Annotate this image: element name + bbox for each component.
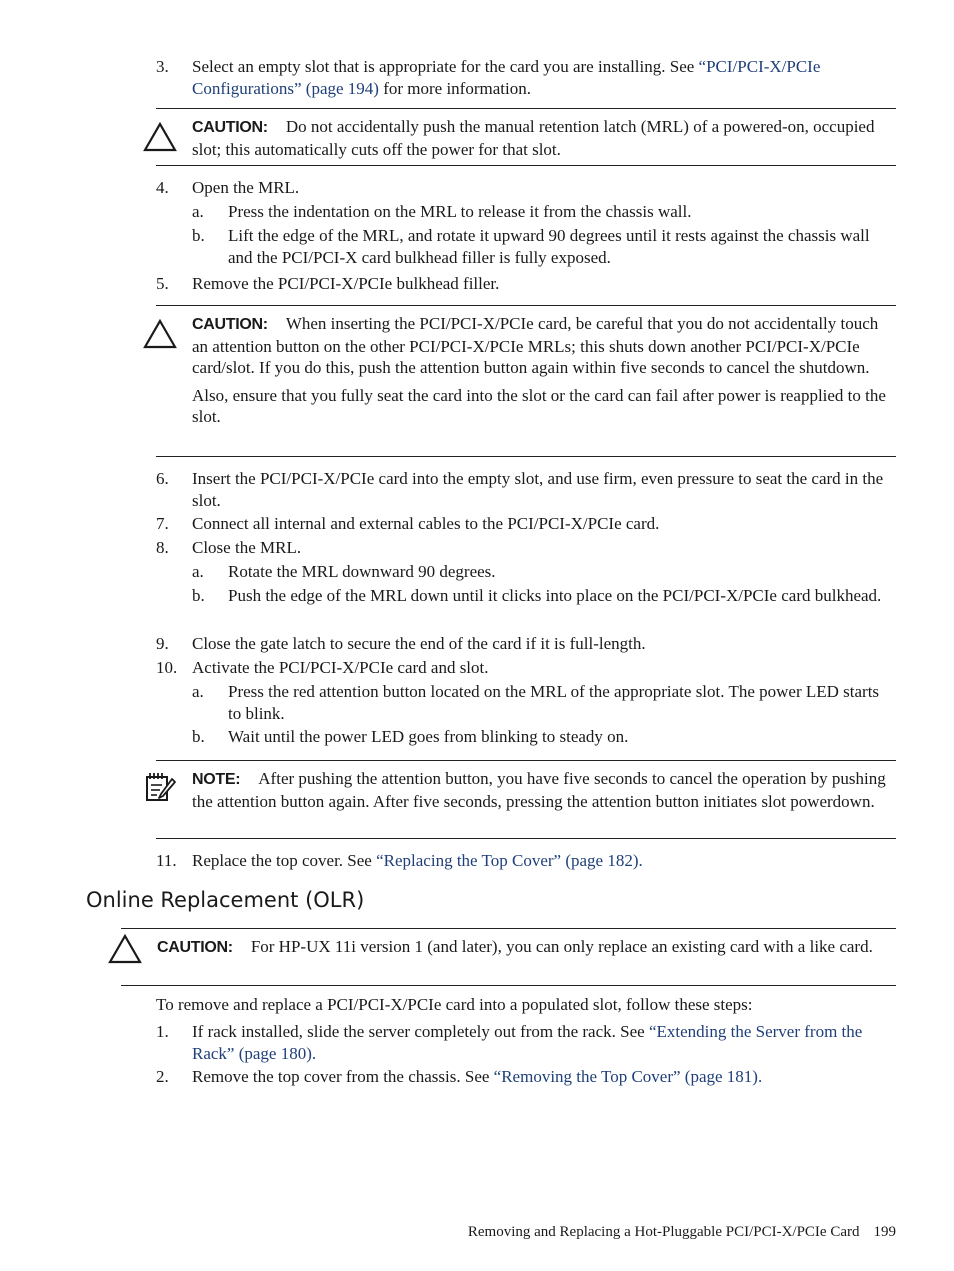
rule-top [156, 760, 896, 761]
step-text: Open the MRL. [192, 178, 300, 197]
step-3 [156, 56, 896, 99]
step-number: 11. [156, 851, 177, 870]
step-text: Insert the PCI/PCI-X/PCIe card into the empty slot, and use firm, even pressure to seat the card in the slot. [192, 469, 884, 510]
step-4 [156, 177, 896, 199]
substep-letter: b. [192, 586, 205, 605]
section-heading: Online Replacement (OLR) [86, 888, 365, 912]
substep-text: Press the indentation on the MRL to release it from the chassis wall. [228, 202, 692, 221]
step-10 [156, 657, 896, 679]
step-text: Close the gate latch to secure the end of the card if it is full-length. [192, 634, 646, 653]
caution-label: CAUTION: [192, 119, 268, 136]
rule-bottom [156, 165, 896, 166]
rule-bottom [156, 456, 896, 457]
step-text [192, 1021, 896, 1064]
step-text [192, 56, 896, 99]
step-10b [192, 726, 896, 748]
substep-letter: a. [192, 562, 204, 581]
substep-letter: a. [192, 202, 204, 221]
step-8b [192, 585, 896, 607]
link-replacing-top-cover[interactable]: “Replacing the Top Cover” (page 182). [376, 851, 643, 870]
note-box [156, 760, 896, 839]
step-number: 3. [156, 57, 169, 76]
olr-step-2 [156, 1066, 896, 1088]
step-text [192, 1066, 896, 1088]
caution-para-2: Also, ensure that you fully seat the card into the slot or the card can fail after power is reapplied to the slot. [192, 385, 886, 426]
caution-body: For HP-UX 11i version 1 (and later), you can only replace an existing card with a like card. [250, 937, 873, 956]
step-9 [156, 633, 896, 655]
rule-bottom [156, 838, 896, 839]
note-text [192, 768, 896, 812]
rule-bottom [121, 985, 896, 986]
step-text [192, 850, 896, 872]
substep-text: Press the red attention button located on the MRL of the appropriate slot. The power LED starts to blink. [228, 682, 880, 723]
step-number: 5. [156, 274, 169, 293]
caution-box-3 [121, 928, 896, 986]
substep-letter: a. [192, 682, 204, 701]
caution-text [192, 313, 896, 428]
page-footer [468, 1222, 896, 1242]
caution-label: CAUTION: [157, 939, 233, 956]
link-extending-server[interactable]: “Extending the Server from the Rack” (page 180). [192, 1022, 863, 1063]
step-number: 10. [156, 658, 178, 677]
caution-text [192, 116, 896, 160]
caution-label: CAUTION: [192, 316, 268, 333]
caution-triangle-icon [108, 934, 142, 964]
link-pci-configurations[interactable]: “PCI/PCI-X/PCIe Configurations” (page 194) [192, 57, 821, 98]
substep-text: Lift the edge of the MRL, and rotate it upward 90 degrees until it rests against the chassis wall and the PCI/PCI-X card bulkhead filler is fully exposed. [228, 226, 870, 267]
step-text-main: Remove the top cover from the chassis. See [192, 1067, 494, 1086]
step-4a [192, 201, 896, 223]
olr-step-1 [156, 1021, 896, 1064]
caution-body: Do not accidentally push the manual retention latch (MRL) of a powered-on, occupied slot; this automatically cuts off the power for that slot. [192, 117, 875, 159]
step-6 [156, 468, 896, 511]
caution-box-2 [156, 305, 896, 457]
step-text: Remove the PCI/PCI-X/PCIe bulkhead filler. [192, 274, 500, 293]
step-text-main: If rack installed, slide the server completely out from the rack. See [192, 1022, 649, 1041]
step-7 [156, 513, 896, 535]
step-text: Close the MRL. [192, 538, 302, 557]
note-label: NOTE: [192, 771, 241, 788]
page-number: 199 [873, 1224, 896, 1240]
substep-text: Wait until the power LED goes from blinking to steady on. [228, 727, 629, 746]
caution-triangle-icon [143, 122, 177, 152]
step-text-main: Replace the top cover. See [192, 851, 377, 870]
substep-text: Push the edge of the MRL down until it clicks into place on the PCI/PCI-X/PCIe card bulkhead. [228, 586, 882, 605]
rule-top [121, 928, 896, 929]
step-number: 2. [156, 1067, 169, 1086]
substep-letter: b. [192, 727, 205, 746]
link-removing-top-cover[interactable]: “Removing the Top Cover” (page 181). [493, 1067, 763, 1086]
step-text: Connect all internal and external cables to the PCI/PCI-X/PCIe card. [192, 514, 660, 533]
substep-letter: b. [192, 226, 205, 245]
step-number: 8. [156, 538, 169, 557]
step-10a [192, 681, 896, 724]
step-11 [156, 850, 896, 872]
step-text: Activate the PCI/PCI-X/PCIe card and slot. [192, 658, 489, 677]
step-number: 7. [156, 514, 169, 533]
rule-top [156, 108, 896, 109]
step-text-main: Select an empty slot that is appropriate for the card you are installing. See [192, 57, 699, 76]
step-text-after: for more information. [378, 78, 531, 98]
step-8 [156, 537, 896, 559]
caution-para-1 [192, 313, 896, 379]
step-number: 6. [156, 469, 169, 488]
note-body: After pushing the attention button, you have five seconds to cancel the operation by pushing the attention button again. After five seconds, pressing the attention button initiates slot powerdown. [192, 769, 886, 811]
caution-text [157, 936, 896, 959]
step-number: 4. [156, 178, 169, 197]
step-number: 9. [156, 634, 169, 653]
step-number: 1. [156, 1022, 169, 1041]
caution-body: When inserting the PCI/PCI-X/PCIe card, be careful that you do not accidentally touch an attention button on the other PCI/PCI-X/PCIe MRLs; this shuts down another PCI/PCI-X/PCIe card/slot. If you do this, push the attention button again within five seconds to cancel the shutdown. [192, 314, 879, 377]
olr-intro: To remove and replace a PCI/PCI-X/PCIe card into a populated slot, follow these steps: [156, 995, 753, 1014]
step-8a [192, 561, 896, 583]
step-4b [192, 225, 896, 268]
footer-title: Removing and Replacing a Hot-Pluggable PCI/PCI-X/PCIe Card [467, 1224, 860, 1240]
caution-triangle-icon [143, 319, 177, 349]
note-pad-icon [143, 770, 177, 804]
rule-top [156, 305, 896, 306]
substep-text: Rotate the MRL downward 90 degrees. [228, 562, 496, 581]
step-5 [156, 273, 896, 295]
caution-box-1 [156, 108, 896, 166]
